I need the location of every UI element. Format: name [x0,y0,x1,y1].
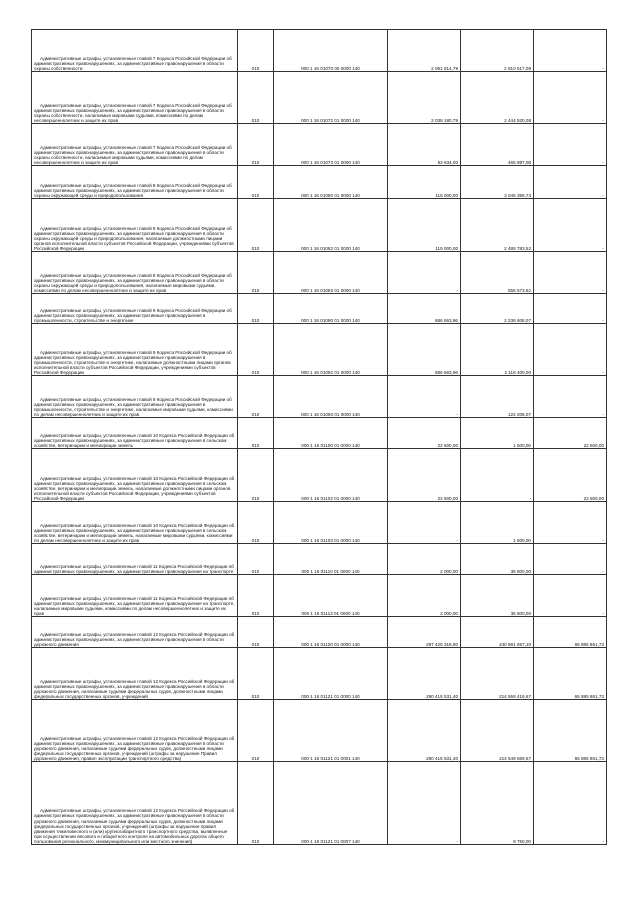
row-budget-code: 000 1 16 01073 01 0000 140 [274,124,388,166]
row-executed-amount: 2 444 520,08 [461,72,534,124]
table-row [32,502,607,544]
row-line-code: 010 [238,449,274,502]
row-line-code: 010 [238,124,274,166]
row-executed-amount: 2 116 400,00 [461,324,534,376]
row-executed-amount: 2 488 783,52 [461,199,534,252]
table-row [32,449,607,502]
row-line-code: 010 [238,199,274,252]
row-executed-amount: 122 208,07 [461,376,534,418]
row-executed-amount: 1 500,00 [461,418,534,449]
table-row [32,617,607,648]
row-executed-amount: 214 549 669,67 [461,700,534,762]
row-line-code: 010 [238,700,274,762]
row-budget-code: 000 1 16 01110 01 0000 140 [274,544,388,575]
budget-report-page [31,29,606,845]
row-approved-amount: 287 425 318,90 [388,617,461,648]
row-unexecuted-amount: 22 500,00 [534,418,607,449]
table-row [32,124,607,166]
row-unexecuted-amount: - [534,762,607,845]
row-unexecuted-amount: - [534,294,607,324]
row-budget-code: 000 1 16 01121 01 0000 140 [274,648,388,700]
row-line-code: 010 [238,30,274,72]
revenue-table [31,29,607,845]
table-row [32,294,607,324]
row-executed-amount: 214 559 419,67 [461,648,534,700]
row-budget-code: 000 1 16 01080 01 0000 140 [274,166,388,199]
row-description: Административные штрафы, установленные главой 11 Кодекса Российской Федерации об административных правонарушениях, за административные правонарушения на транспорте, налагаемые мировыми судьями, комиссиями по делам несовершеннолетних и защите их прав [32,575,238,617]
row-unexecuted-amount: - [534,72,607,124]
row-executed-amount: 556 573,62 [461,252,534,294]
row-unexecuted-amount: - [534,30,607,72]
row-line-code: 010 [238,324,274,376]
table-row [32,72,607,124]
row-description: Административные штрафы, установленные главой 10 Кодекса Российской Федерации об административных правонарушениях, за административные правонарушения в сельском хозяйстве, ветеринарии и мелиорации земель, налагаемые мировыми судьями, комиссиями по делам несовершеннолетних и защите их прав [32,502,238,544]
row-unexecuted-amount: - [534,502,607,544]
row-executed-amount: 2 910 517,08 [461,30,534,72]
table-row [32,30,607,72]
row-budget-code: 000 1 16 01090 01 0000 140 [274,294,388,324]
row-approved-amount: 280 415 531,40 [388,648,461,700]
row-description: Административные штрафы, установленные главой 10 Кодекса Российской Федерации об административных правонарушениях, за административные правонарушения в сельском хозяйстве, ветеринарии и мелиорации земель [32,418,238,449]
row-budget-code: 000 1 16 01083 01 0000 140 [274,252,388,294]
row-approved-amount: 2 000,00 [388,575,461,617]
row-line-code: 010 [238,166,274,199]
row-budget-code: 000 1 16 01093 01 0000 140 [274,376,388,418]
row-approved-amount: 280 415 531,40 [388,700,461,762]
row-executed-amount: 35 800,00 [461,575,534,617]
row-line-code: 010 [238,252,274,294]
row-budget-code: 000 1 16 01103 01 0000 140 [274,502,388,544]
row-executed-amount: 1 500,00 [461,502,534,544]
row-budget-code: 000 1 16 01072 01 0000 140 [274,72,388,124]
row-description: Административные штрафы, установленные главой 8 Кодекса Российской Федерации об административных правонарушениях, за административные правонарушения в области охраны окружающей среды и природопользования [32,166,238,199]
row-description: Административные штрафы, установленные главой 10 Кодекса Российской Федерации об административных правонарушениях, за административные правонарушения в сельском хозяйстве, ветеринарии и мелиорации земель, налагаемые должностными лицами органов исполнительной власти субъектов Российской Федерации, учреждениями субъектов Российской Федерации [32,449,238,502]
row-unexecuted-amount: 22 500,00 [534,449,607,502]
row-executed-amount: - [461,449,534,502]
row-description: Административные штрафы, установленные главой 12 Кодекса Российской Федерации об административных правонарушениях, за административные правонарушения в области дорожного движения [32,617,238,648]
row-description: Административные штрафы, установленные главой 7 Кодекса Российской Федерации об административных правонарушениях, за административные правонарушения в области охраны собственности, налагаемые мировыми судьями, комиссиями по делам несовершеннолетних и защите их прав [32,72,238,124]
table-row [32,199,607,252]
row-budget-code: 000 1 16 01121 01 0007 140 [274,762,388,845]
row-approved-amount: 115 000,00 [388,199,461,252]
row-approved-amount: - [388,502,461,544]
row-description: Административные штрафы, установленные главой 9 Кодекса Российской Федерации об административных правонарушениях, за административные правонарушения в промышленности, строительстве и энергетике, налагаемые должностными лицами органов исполнительной власти субъектов Российской Федерации, учреждениями субъектов Российской Федерации [32,324,238,376]
row-unexecuted-amount: - [534,575,607,617]
table-row [32,700,607,762]
row-description: Административные штрафы, установленные главой 12 Кодекса Российской Федерации об административных правонарушениях, за административные правонарушения в области дорожного движения, налагаемые судьями федеральных судов, должностными лицами федеральных государственных органов, учреждений [32,648,238,700]
row-line-code: 010 [238,575,274,617]
row-budget-code: 000 1 16 01121 01 0001 140 [274,700,388,762]
row-executed-amount: 3 045 356,74 [461,166,534,199]
row-approved-amount: 2 091 814,79 [388,30,461,72]
table-row [32,166,607,199]
row-unexecuted-amount: 65 885 861,73 [534,700,607,762]
row-budget-code: 000 1 16 01100 01 0000 140 [274,418,388,449]
row-line-code: 010 [238,648,274,700]
row-executed-amount: 240 881 657,10 [461,617,534,648]
table-row [32,418,607,449]
row-description: Административные штрафы, установленные главой 12 Кодекса Российской Федерации об административных правонарушениях, за административные правонарушения в области дорожного движения, налагаемые судьями федеральных судов, должностными лицами федеральных государственных органов, учреждений (штрафы за нарушение Правил дорожного движения, правил эксплуатации транспортного средства) [32,700,238,762]
row-approved-amount: 2 000,00 [388,544,461,575]
row-executed-amount: 9 750,00 [461,762,534,845]
row-description: Административные штрафы, установленные главой 12 Кодекса Российской Федерации об административных правонарушениях, за административные правонарушения в области дорожного движения, налагаемые судьями федеральных судов, должностными лицами федеральных государственных органов, учреждений (штрафы за нарушение правил движения тяжеловесного и (или) крупногабаритного транспортного средства, выявленные при осуществлении весового и габаритного контроля на автомобильных дорогах общего пользования регионального, межмуниципального или местного значения) [32,762,238,845]
row-approved-amount: 115 000,00 [388,166,461,199]
table-row [32,252,607,294]
row-line-code: 010 [238,294,274,324]
table-row [32,648,607,700]
table-row [32,324,607,376]
row-line-code: 010 [238,544,274,575]
row-executed-amount: 465 997,08 [461,124,534,166]
row-description: Административные штрафы, установленные главой 8 Кодекса Российской Федерации об административных правонарушениях, за административные правонарушения в области охраны окружающей среды и природопользования, налагаемые должностными лицами органов исполнительной власти субъектов Российской Федерации, учреждениями субъектов Российской Федерации [32,199,238,252]
row-line-code: 010 [238,376,274,418]
row-unexecuted-amount: 65 885 861,73 [534,617,607,648]
row-line-code: 010 [238,502,274,544]
table-row [32,575,607,617]
row-budget-code: 000 1 16 01092 01 0000 140 [274,324,388,376]
row-line-code: 010 [238,72,274,124]
row-description: Административные штрафы, установленные главой 8 Кодекса Российской Федерации об административных правонарушениях, за административные правонарушения в области охраны окружающей среды и природопользования, налагаемые мировыми судьями, комиссиями по делам несовершеннолетних и защите их прав [32,252,238,294]
row-description: Административные штрафы, установленные главой 9 Кодекса Российской Федерации об административных правонарушениях, за административные правонарушения в промышленности, строительстве и энергетике, налагаемые мировыми судьями, комиссиями по делам несовершеннолетних и защите их прав [32,376,238,418]
row-unexecuted-amount: - [534,199,607,252]
row-unexecuted-amount: 65 885 861,73 [534,648,607,700]
row-unexecuted-amount: - [534,324,607,376]
row-approved-amount: 686 663,96 [388,294,461,324]
revenue-table-body [32,30,607,845]
row-unexecuted-amount: - [534,252,607,294]
row-unexecuted-amount: - [534,544,607,575]
row-executed-amount: 35 800,00 [461,544,534,575]
row-budget-code: 000 1 16 01113 01 0000 140 [274,575,388,617]
row-approved-amount: - [388,762,461,845]
table-row [32,376,607,418]
row-approved-amount: 22 500,00 [388,418,461,449]
row-line-code: 010 [238,418,274,449]
row-approved-amount: - [388,376,461,418]
row-description: Административные штрафы, установленные главой 7 Кодекса Российской Федерации об административных правонарушениях, за административные правонарушения в области охраны собственности, налагаемые мировыми судьями, комиссиями по делам несовершеннолетних и защите их прав [32,124,238,166]
row-budget-code: 000 1 16 01070 00 0000 140 [274,30,388,72]
row-approved-amount: 53 634,00 [388,124,461,166]
row-line-code: 010 [238,762,274,845]
row-approved-amount: 2 038 180,79 [388,72,461,124]
table-row [32,762,607,845]
row-budget-code: 000 1 16 01082 01 0000 140 [274,199,388,252]
row-unexecuted-amount: - [534,124,607,166]
row-description: Административные штрафы, установленные главой 11 Кодекса Российской Федерации об административных правонарушениях, за административные правонарушения на транспорте [32,544,238,575]
row-approved-amount: 686 663,96 [388,324,461,376]
row-executed-amount: 2 238 608,07 [461,294,534,324]
table-row [32,544,607,575]
row-approved-amount: - [388,252,461,294]
row-budget-code: 000 1 16 01102 01 0000 140 [274,449,388,502]
row-approved-amount: 22 500,00 [388,449,461,502]
row-budget-code: 000 1 16 01120 01 0000 140 [274,617,388,648]
row-description: Административные штрафы, установленные главой 9 Кодекса Российской Федерации об административных правонарушениях, за административные правонарушения в промышленности, строительстве и энергетике [32,294,238,324]
row-description: Административные штрафы, установленные главой 7 Кодекса Российской Федерации об административных правонарушениях, за административные правонарушения в области охраны собственности [32,30,238,72]
row-line-code: 010 [238,617,274,648]
row-unexecuted-amount: - [534,166,607,199]
row-unexecuted-amount: - [534,376,607,418]
